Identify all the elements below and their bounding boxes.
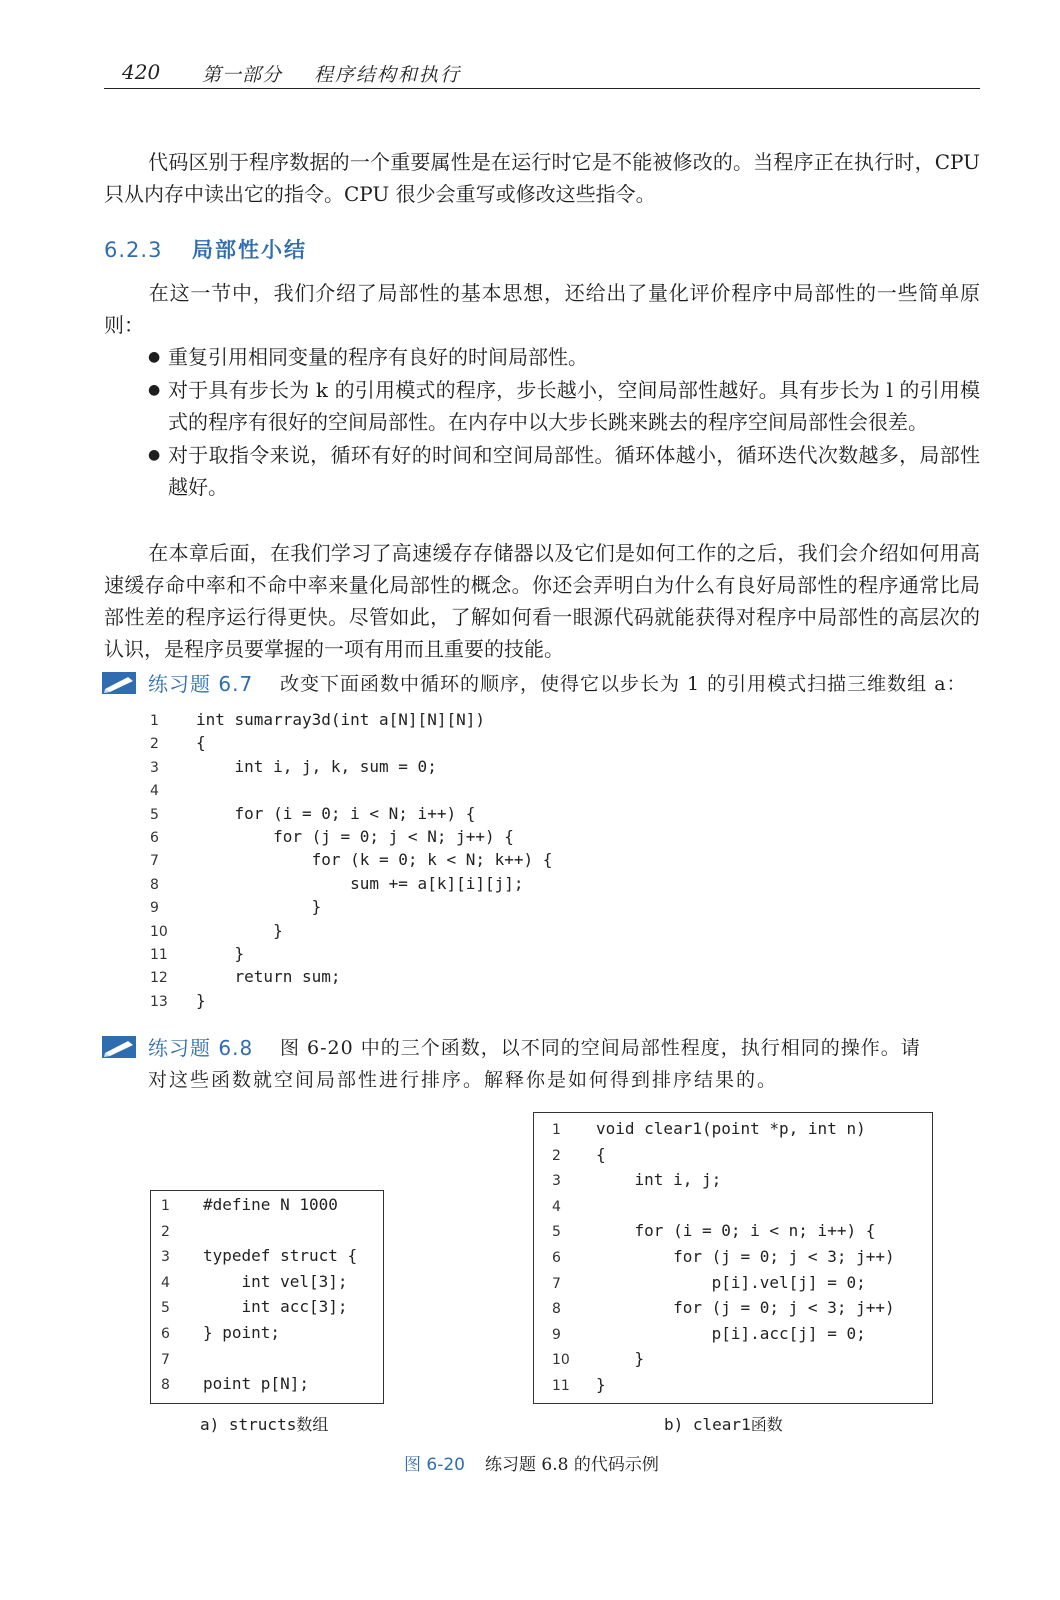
code-line: } [196, 897, 322, 917]
line-number: 1 [161, 1198, 170, 1214]
line-number: 10 [150, 923, 168, 940]
line-number: 3 [150, 759, 159, 776]
code-line: return sum; [196, 967, 341, 987]
line-number: 3 [161, 1249, 170, 1266]
code-line: for (j = 0; j < 3; j++) [596, 1298, 895, 1318]
line-number: 7 [150, 853, 159, 870]
code-line: } [196, 944, 245, 963]
line-number: 4 [150, 783, 159, 800]
code-line: int i, j, k, sum = 0; [196, 756, 437, 776]
page-number: 420 [122, 60, 161, 84]
list-item: ● 对于取指令来说，循环有好的时间和空间局部性。循环体越小，循环迭代次数越多，局部性越好。 [148, 439, 980, 504]
intro-paragraph: 代码区别于程序数据的一个重要属性是在运行时它是不能被修改的。当程序正在执行时，CPU 只从内存中读出它的指令。CPU 很少会重写或修改这些指令。 [104, 150, 980, 206]
code-line: sum += a[k][i][j]; [196, 873, 524, 893]
figure-number: 图 6-20 [404, 1455, 465, 1475]
line-number: 9 [552, 1326, 561, 1343]
line-number: 4 [552, 1198, 561, 1215]
code-line: int vel[3]; [203, 1271, 348, 1291]
line-number: 8 [161, 1377, 170, 1394]
code-line: void clear1(point *p, int n) [596, 1119, 866, 1138]
line-number: 8 [150, 876, 159, 893]
closing-paragraph: 在本章后面，在我们学习了高速缓存存储器以及它们是如何工作的之后，我们会介绍如何用高速缓存命中率和不命中率来量化局部性的概念。你还会弄明白为什么有良好局部性的程序通常比局部性差的程序运行得更快。尽管如此，了解如何看一眼源代码就能获得对程序中局部性的高层次的认识，是程序员要掌握的一项有用而且重要的技能。 [104, 541, 980, 661]
figure-caption [404, 1450, 659, 1475]
code-box-structs [150, 1190, 384, 1404]
code-line: int i, j; [596, 1170, 722, 1190]
code-line: for (i = 0; i < N; i++) { [196, 803, 476, 823]
section-number: 6.2.3 [104, 238, 163, 262]
line-number: 6 [552, 1250, 561, 1266]
line-number: 11 [552, 1378, 570, 1394]
line-number: 5 [552, 1224, 561, 1241]
code-line: for (k = 0; k < N; k++) { [196, 850, 553, 870]
code-line: p[i].acc[j] = 0; [596, 1323, 866, 1343]
line-number: 2 [150, 736, 159, 753]
exercise-text-line2: 对这些函数就空间局部性进行排序。解释你是如何得到排序结果的。 [148, 1069, 779, 1091]
sumarray3d-code [150, 710, 750, 1010]
line-number: 10 [552, 1352, 570, 1369]
line-number: 13 [150, 993, 168, 1010]
line-number: 12 [150, 970, 168, 987]
structs-code [161, 1195, 381, 1400]
line-number: 5 [150, 806, 159, 823]
part-title: 程序结构和执行 [314, 64, 462, 86]
line-number: 4 [161, 1274, 170, 1291]
code-line: #define N 1000 [203, 1195, 338, 1214]
code-line: { [596, 1144, 606, 1164]
code-line: } [196, 990, 206, 1010]
exercise-label: 练习题 6.7 [148, 672, 254, 696]
code-line: } [596, 1375, 606, 1394]
principles-list [148, 341, 980, 504]
list-item: ● 重复引用相同变量的程序有良好的时间局部性。 [148, 341, 980, 374]
line-number: 5 [161, 1300, 170, 1317]
line-number: 2 [552, 1147, 561, 1164]
code-line: { [196, 733, 206, 753]
figure-title: 练习题 6.8 的代码示例 [485, 1455, 659, 1475]
line-number: 9 [150, 900, 159, 917]
figure-caption-b: b) clear1函数 [664, 1415, 783, 1434]
code-line: for (j = 0; j < N; j++) { [196, 827, 514, 846]
code-line: typedef struct { [203, 1246, 358, 1266]
section-intro-paragraph: 在这一节中，我们介绍了局部性的基本思想，还给出了量化评价程序中局部性的一些简单原则： [104, 281, 980, 337]
line-number: 8 [552, 1301, 561, 1318]
part-label: 第一部分 [202, 64, 283, 86]
list-item: ● 对于具有步长为 k 的引用模式的程序，步长越小，空间局部性越好。具有步长为 l 的引用模式的程序有很好的空间局部性。在内存中以大步长跳来跳去的程序空间局部性会很差。 [148, 374, 980, 439]
code-line: p[i].vel[j] = 0; [596, 1272, 866, 1292]
line-number: 11 [150, 947, 168, 963]
line-number: 7 [161, 1351, 170, 1368]
section-heading [104, 234, 307, 264]
line-number: 6 [150, 830, 159, 846]
line-number: 3 [552, 1173, 561, 1190]
code-line: } [596, 1349, 645, 1369]
line-number: 2 [161, 1223, 170, 1240]
exercise-text: 改变下面函数中循环的顺序，使得它以步长为 1 的引用模式扫描三维数组 a： [280, 673, 967, 695]
page-header [104, 58, 980, 89]
clear1-code [552, 1119, 930, 1399]
line-number: 1 [552, 1122, 561, 1138]
code-line: for (i = 0; i < n; i++) { [596, 1221, 876, 1241]
code-box-clear1 [533, 1112, 933, 1404]
code-line: } point; [203, 1323, 281, 1342]
exercise-label: 练习题 6.8 [148, 1036, 254, 1060]
code-line: int acc[3]; [203, 1297, 348, 1317]
line-number: 7 [552, 1275, 561, 1292]
section-title: 局部性小结 [192, 238, 307, 262]
figure-caption-a: a) structs数组 [200, 1415, 329, 1434]
code-line: int sumarray3d(int a[N][N][N]) [196, 710, 485, 729]
code-line: } [196, 920, 283, 940]
pencil-exercise-icon [102, 672, 136, 694]
exercise-text-line1: 图 6-20 中的三个函数，以不同的空间局部性程度，执行相同的操作。请 [280, 1037, 921, 1059]
line-number: 1 [150, 713, 159, 729]
code-line: for (j = 0; j < 3; j++) [596, 1247, 895, 1266]
pencil-exercise-icon [102, 1036, 136, 1058]
line-number: 6 [161, 1326, 170, 1342]
code-line: point p[N]; [203, 1374, 309, 1394]
